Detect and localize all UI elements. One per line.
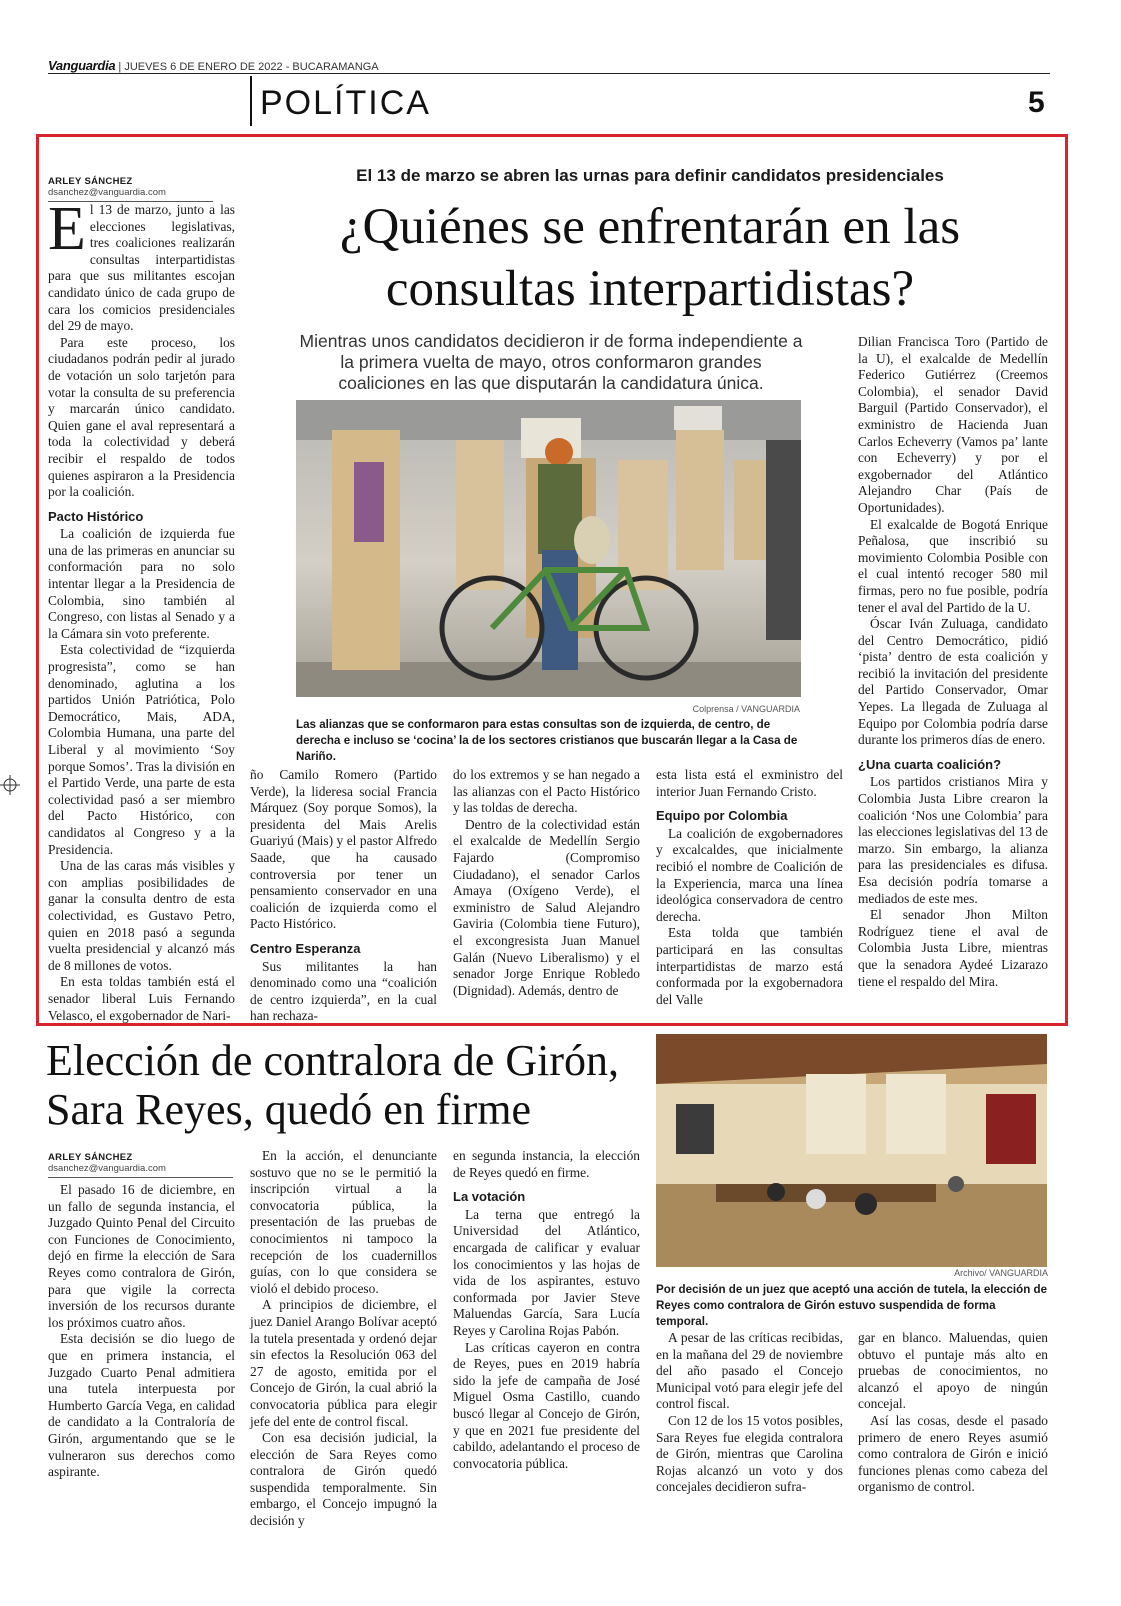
main-column-1 (48, 195, 235, 1024)
paragraph: Esta decisión se dio luego de que en primera instancia, el Juzgado Cuarto Penal admitiera una tutela interpuesta por Humberto García Vega, en calidad de candidato a la Contraloría de Girón, argumentando que se le vulneraron sus derechos como aspirante. (48, 1331, 235, 1480)
paragraph: Óscar Iván Zuluaga, candidato del Centro Democrático, pidió ‘pista’ dentro de esta coalición y recibió la invitación del presidente del Partido Conservador, Omar Yepes. La llegada de Zuluaga al Equipo por Colombia podría darse durante los primeros días de enero. (858, 616, 1048, 748)
main-deck: Mientras unos candidatos decidieron ir de forma independiente a la primera vuelta de mayo, otros conformaron grandes coaliciones en las que disputarán la candidatura única. (299, 331, 803, 393)
dateline: JUEVES 6 DE ENERO DE 2022 - BUCARAMANGA (124, 61, 379, 73)
main-headline-line1: ¿Quiénes se enfrentarán en las (339, 199, 961, 255)
second-headline-line2: Sara Reyes, quedó en firme (46, 1085, 532, 1134)
second-column-5 (858, 1330, 1048, 1496)
subhead-equipo-por-colombia: Equipo por Colombia (656, 808, 788, 824)
second-column-3 (453, 1148, 640, 1472)
paragraph: Con esa decisión judicial, la elección de Sara Reyes como contralora de Girón quedó suspendida temporalmente. Sin embargo, el Concejo impugnó la decisión y (250, 1430, 437, 1529)
paragraph: ño Camilo Romero (Partido Verde), la lideresa social Francia Márquez (Soy porque Somos), la presidenta del Mais Arelis Guariyú (Mais) y el pastor Alfredo Saade, que ha causado controversia por tener un pensamiento conservador en una coalición de izquierda como el Pacto Histórico. (250, 767, 437, 932)
main-headline (240, 196, 1060, 320)
main-headline-line2: consultas interpartidistas? (385, 261, 915, 317)
council-chamber-image (656, 1034, 1047, 1267)
second-headline-line1: Elección de contralora de Girón, (46, 1036, 619, 1085)
paragraph: esta lista está el exministro del interior Juan Fernando Cristo. (656, 767, 843, 799)
voting-hall-image (296, 400, 801, 697)
paragraph: Una de las caras más visibles y con amplias posibilidades de ganar la consulta dentro de esta colectividad, es Gustavo Petro, quien en 2018 pasó a segunda vuelta presidencial y alcanzó más de 8 millones de votos. (48, 858, 235, 973)
crop-mark-icon (0, 775, 20, 795)
paragraph: do los extremos y se han negado a las alianzas con el Pacto Histórico y las toldas de derecha. (453, 767, 640, 816)
subhead-centro-esperanza: Centro Esperanza (250, 940, 361, 956)
second-column-1 (48, 1182, 235, 1481)
paragraph: El exalcalde de Bogotá Enrique Peñalosa, que inscribió su movimiento Colombia Posible con el cual intentó recoger 580 mil firmas, pero no fue posible, podría tener el aval del Partido de la U. (858, 516, 1048, 615)
paragraph: La terna que entregó la Universidad del Atlántico, encargada de calificar y evaluar los conocimientos y las hojas de vida de los aspirantes, estuvo conformada por Javier Steve Maluendas García, Sara Lucía Reyes y Carolina Rojas Pabón. (453, 1206, 640, 1338)
paragraph (48, 195, 235, 335)
subhead-cuarta-coalicion: ¿Una cuarta coalición? (858, 756, 1002, 772)
section-title: POLÍTICA (260, 84, 431, 122)
main-column-5 (858, 334, 1048, 990)
masthead (48, 58, 379, 73)
council-photo (656, 1034, 1047, 1267)
paragraph: Sus militantes la han denominado como una “coalición de centro izquierda”, en la cual han rechaza- (250, 958, 437, 1024)
second-column-2 (250, 1148, 437, 1530)
paragraph: Con 12 de los 15 votos posibles, Sara Reyes fue elegida contralora de Girón, mientras que Carolina Rojas alcanzó un voto y dos concejales decidieron sufra- (656, 1412, 843, 1495)
author-email: dsanchez@vanguardia.com (48, 1163, 166, 1174)
paragraph-text: l 13 de marzo, junto a las elecciones legislativas, tres coaliciones realizarán consultas interpartidistas para que sus militantes escojan candidato único de cada grupo de cara los comicios presidenciales del 29 de mayo. (48, 202, 235, 334)
subhead-la-votacion: La votación (453, 1189, 526, 1205)
paragraph: El senador Jhon Milton Rodríguez tiene el aval de Colombia Justa Libre, mientras que la senadora Aydeé Lizarazo tiene el respaldo del Mira. (858, 907, 1048, 989)
main-column-4 (656, 767, 843, 1008)
paragraph: A principios de diciembre, el juez Daniel Arango Bolívar aceptó la tutela presentada y ordenó dejar sin efectos la Resolución 063 del 27 de agosto, emitida por el Concejo de Girón, la cual abrió la convocatoria pública para elegir jefe del ente de control fiscal. (250, 1297, 437, 1429)
main-column-2 (250, 767, 437, 1025)
paragraph: La coalición de exgobernadores y excalcaldes, que inicialmente recibió el nombre de Coalición de la Experiencia, marca una línea ideológica conservadora de centro derecha. (656, 825, 843, 924)
main-photo (296, 400, 801, 697)
main-kicker: El 13 de marzo se abren las urnas para definir candidatos presidenciales (356, 166, 944, 185)
second-headline (46, 1036, 646, 1134)
section-divider (250, 76, 252, 126)
paragraph: en segunda instancia, la elección de Reyes quedó en firme. (453, 1148, 640, 1180)
paragraph: Los partidos cristianos Mira y Colombia Justa Libre crearon la coalición ‘Nos une Colombia’ para las elecciones legislativas del 13 de marzo. Sin embargo, la alianza para las presidenciales es difusa. Esa decisión podría tomarse a mediados de este mes. (858, 774, 1049, 906)
second-column-4 (656, 1330, 843, 1496)
paragraph: En esta toldas también está el senador liberal Luis Fernando Velasco, el exgobernador de Nari- (48, 974, 235, 1023)
author-name: ARLEY SÁNCHEZ (48, 1152, 133, 1163)
paper-logo: Vanguardia (48, 58, 116, 73)
paragraph: Dentro de la colectividad están el exalcalde de Medellín Sergio Fajardo (Compromiso Ciudadano), el senador Carlos Amaya (Oxígeno Verde), el exministro de Salud Alejandro Gaviria (Colombia tiene Futuro), el excongresista Juan Manuel Galán (Nuevo Liberalismo) y el senador Jorge Enrique Robledo (Dignidad). Además, dentro de (453, 816, 640, 998)
byline-rule (48, 1177, 233, 1178)
council-photo-credit: Archivo/ VANGUARDIA (954, 1268, 1048, 1278)
paragraph: Dilian Francisca Toro (Partido de la U), el exalcalde de Medellín Federico Gutiérrez (Creemos Colombia), el senador David Barguil (Partido Conservador), el exministro de Hacienda Juan Carlos Echeverry (Vamos pa’ lante con Echeverry) y por el exgobernador del Atlántico Alejandro Char (País de Oportunidades). (858, 334, 1048, 515)
paragraph: En la acción, el denunciante sostuvo que no se le permitió la inscripción virtual a la convocatoria pública, la presentación de las pruebas de conocimientos ni tampoco la recepción de los cuadernillos guías, con lo que considera se violó el debido proceso. (250, 1148, 437, 1296)
paragraph: El pasado 16 de diciembre, en un fallo de segunda instancia, el Juzgado Quinto Penal del Circuito con Funciones de Conocimiento, dejó en firme la elección de Sara Reyes como contralora de Girón, para que vigile la correcta inversión de los recursos durante los próximos cuatro años. (48, 1182, 235, 1330)
masthead-separator: | (118, 61, 125, 73)
dropcap: E (48, 195, 86, 263)
council-photo-caption: Por decisión de un juez que aceptó una acción de tutela, la elección de Reyes como contralora de Girón estuvo suspendida de forma temporal. (656, 1283, 1048, 1328)
paragraph: Esta tolda que también participará en las consultas interpartidistas de marzo está conformada por la exgobernadora del Valle (656, 925, 843, 1007)
paragraph: gar en blanco. Maluendas, quien obtuvo el puntaje más alto en pruebas de conocimientos, no alcanzó el apoyo de ningún concejal. (858, 1330, 1048, 1412)
paragraph: La coalición de izquierda fue una de las primeras en anunciar su conformación para no solo intentar llegar a la Presidencia de Colombia, sino también al Congreso, con listas al Senado y a la Cámara sin voto preferente. (48, 526, 235, 641)
main-photo-caption: Las alianzas que se conformaron para estas consultas son de izquierda, de centro, de derecha e incluso se ‘cocina’ la de los sectores cristianos que buscarán llegar a la Casa de Nariño. (296, 718, 798, 763)
paragraph: Para este proceso, los ciudadanos podrán pedir al jurado de votación un solo tarjetón para votar la consulta de su preferencia y marcarán único candidato. Quien gane el aval representará a toda la colectividad y deberá recibir el respaldo de todos quienes aspiraron a la Presidencia por la coalición. (48, 334, 235, 500)
subhead-pacto-historico: Pacto Histórico (48, 508, 144, 524)
main-photo-credit: Colprensa / VANGUARDIA (692, 704, 800, 714)
paragraph: Las críticas cayeron en contra de Reyes, pues en 2019 habría sido la jefe de campaña de José Miguel Osma Castillo, cuando buscó llegar al Concejo de Girón, y que en 2021 fue presidente del cabildo, adelantando el proceso de convocatoria pública. (453, 1339, 640, 1471)
second-byline (48, 1152, 233, 1178)
author-email: dsanchez@vanguardia.com (48, 187, 166, 198)
paragraph: Esta colectividad de “izquierda progresista”, como se han denominado, aglutina a los partidos Unión Patriótica, Polo Democrático, Mais, ADA, Colombia Humana, una parte del Liberal y al movimiento ‘Soy porque Somos’. Tras la división en el Partido Verde, una parte de esta colectividad pasó a ser miembro del Pacto Histórico, con candidatos al Congreso y a la Presidencia. (48, 642, 235, 857)
header-rule (48, 73, 1050, 74)
page-number: 5 (1028, 86, 1045, 119)
main-column-3 (453, 767, 640, 999)
paragraph: Así las cosas, desde el pasado primero de enero Reyes asumió como contralora de Girón e inició funciones plenas como cabeza del organismo de control. (858, 1412, 1048, 1495)
paragraph: A pesar de las críticas recibidas, en la mañana del 29 de noviembre del año pasado el Concejo Municipal votó para elegir jefe del control fiscal. (656, 1330, 843, 1412)
author-name: ARLEY SÁNCHEZ (48, 176, 133, 187)
